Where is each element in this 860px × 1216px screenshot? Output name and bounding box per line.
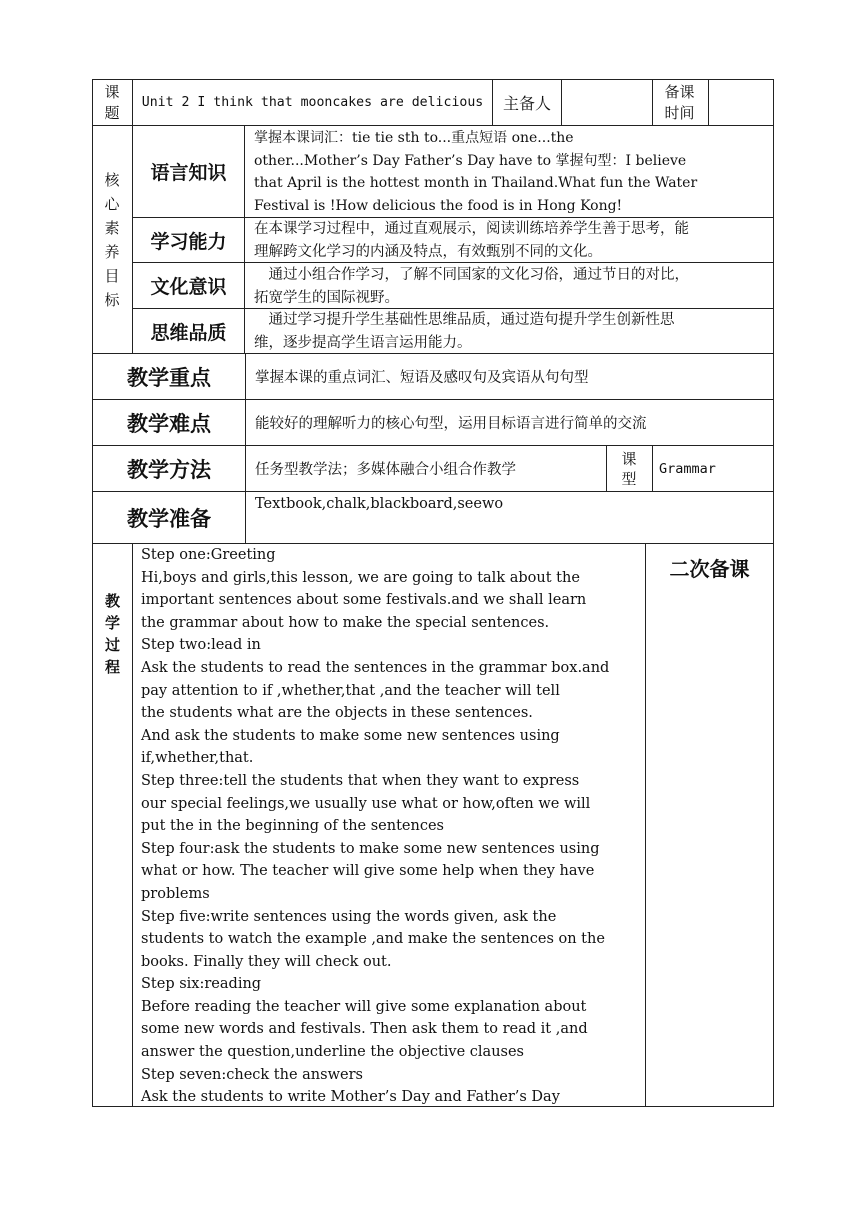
- process-line: Step five:write sentences using the words given, ask the: [141, 908, 557, 925]
- process-line: Step four:ask the students to make some new sentences using: [141, 840, 600, 857]
- process-line: And ask the students to make some new sentences using: [141, 727, 560, 744]
- teaching-process-label: 教学过程: [104, 592, 120, 676]
- thinking-quality-label: 思维品质: [150, 321, 227, 344]
- process-line: Step six:reading: [141, 976, 262, 993]
- difficulties-label: 教学难点: [127, 411, 211, 436]
- prep-time-value: [709, 79, 773, 125]
- cultural-awareness-text: [254, 264, 772, 309]
- preparer-label: 主备人: [502, 93, 551, 113]
- core-literacy-label: 核心素养目标: [104, 170, 120, 309]
- process-line: the students what are the objects in these sentences.: [141, 705, 533, 722]
- key-points-text: 掌握本课的重点词汇、短语及感叹句及宾语从句句型: [255, 370, 589, 386]
- process-line: Step one:Greeting: [141, 547, 276, 563]
- process-line: books. Finally they will check out.: [141, 953, 392, 970]
- text-line: 在本课学习过程中，通过直观展示，阅读训练培养学生善于思考，能: [254, 221, 689, 237]
- text-line: 通过学习提升学生基础性思维品质，通过造句提升学生创新性思: [254, 312, 675, 328]
- process-line: the grammar about how to make the special sentences.: [141, 614, 550, 631]
- preparer-value: [562, 79, 652, 125]
- teaching-process-text: [141, 544, 641, 1109]
- process-line: pay attention to if ,whether,that ,and the teacher will tell: [141, 682, 560, 699]
- process-line: some new words and festivals. Then ask them to read it ,and: [141, 1021, 588, 1038]
- process-line: Ask the students to read the sentences in the grammar box.and: [141, 659, 610, 676]
- process-line: Step seven:check the answers: [141, 1066, 363, 1083]
- lesson-type-label: 课型: [621, 449, 637, 488]
- process-line: Step two:lead in: [141, 637, 261, 654]
- cultural-awareness-label: 文化意识: [150, 276, 227, 298]
- process-line: what or how. The teacher will give some help when they have: [141, 863, 595, 880]
- process-line: Hi,boys and girls,this lesson, we are going to talk about the: [141, 569, 580, 586]
- process-line: if,whether,that.: [141, 750, 254, 767]
- language-knowledge-label: 语言知识: [150, 162, 227, 184]
- process-line: Ask the students to write Mother’s Day and Father’s Day: [141, 1089, 560, 1106]
- text-line: other...Mother’s Day Father’s Day have to 掌握句型：I believe: [254, 152, 687, 169]
- method-label: 教学方法: [127, 457, 211, 482]
- second-preparation-label: 二次备课: [669, 557, 750, 581]
- thinking-quality-text: [254, 309, 772, 354]
- topic-title: Unit 2 I think that mooncakes are delicious: [141, 94, 484, 110]
- process-line: problems: [141, 885, 210, 902]
- text-line: 通过小组合作学习，了解不同国家的文化习俗，通过节日的对比，: [254, 267, 689, 283]
- process-line: students to watch the example ,and make the sentences on the: [141, 931, 605, 948]
- text-line: Festival is !How delicious the food is in Hong Kong!: [254, 197, 623, 214]
- method-text: 任务型教学法；多媒体融合小组合作教学: [255, 462, 516, 478]
- learning-ability-text: [254, 218, 772, 263]
- process-line: put the in the beginning of the sentences: [141, 818, 444, 835]
- language-knowledge-text: [254, 127, 772, 217]
- text-line: that April is the hottest month in Thailand.What fun the Water: [254, 175, 698, 192]
- difficulties-text: 能较好的理解听力的核心句型，运用目标语言进行简单的交流: [255, 416, 647, 432]
- text-line: 拓宽学生的国际视野。: [254, 289, 399, 306]
- process-line: important sentences about some festivals.and we shall learn: [141, 592, 587, 609]
- lesson-type-value: Grammar: [659, 460, 716, 477]
- process-line: our special feelings,we usually use what or how,often we will: [141, 795, 591, 812]
- process-line: Step three:tell the students that when they want to express: [141, 772, 580, 789]
- text-line: 掌握本课词汇：tie tie sth to...重点短语 one...the: [254, 130, 574, 146]
- prep-time-label: 备课时间: [664, 82, 695, 122]
- process-line: answer the question,underline the objective clauses: [141, 1044, 524, 1061]
- topic-label: 课题: [104, 83, 120, 122]
- key-points-label: 教学重点: [127, 365, 211, 390]
- preparation-text: Textbook,chalk,blackboard,seewo: [255, 496, 504, 512]
- preparation-label: 教学准备: [127, 506, 211, 531]
- learning-ability-label: 学习能力: [150, 230, 227, 253]
- text-line: 理解跨文化学习的内涵及特点，有效甄别不同的文化。: [254, 243, 602, 260]
- text-line: 维，逐步提高学生语言运用能力。: [254, 334, 472, 351]
- process-line: Before reading the teacher will give some explanation about: [141, 998, 587, 1015]
